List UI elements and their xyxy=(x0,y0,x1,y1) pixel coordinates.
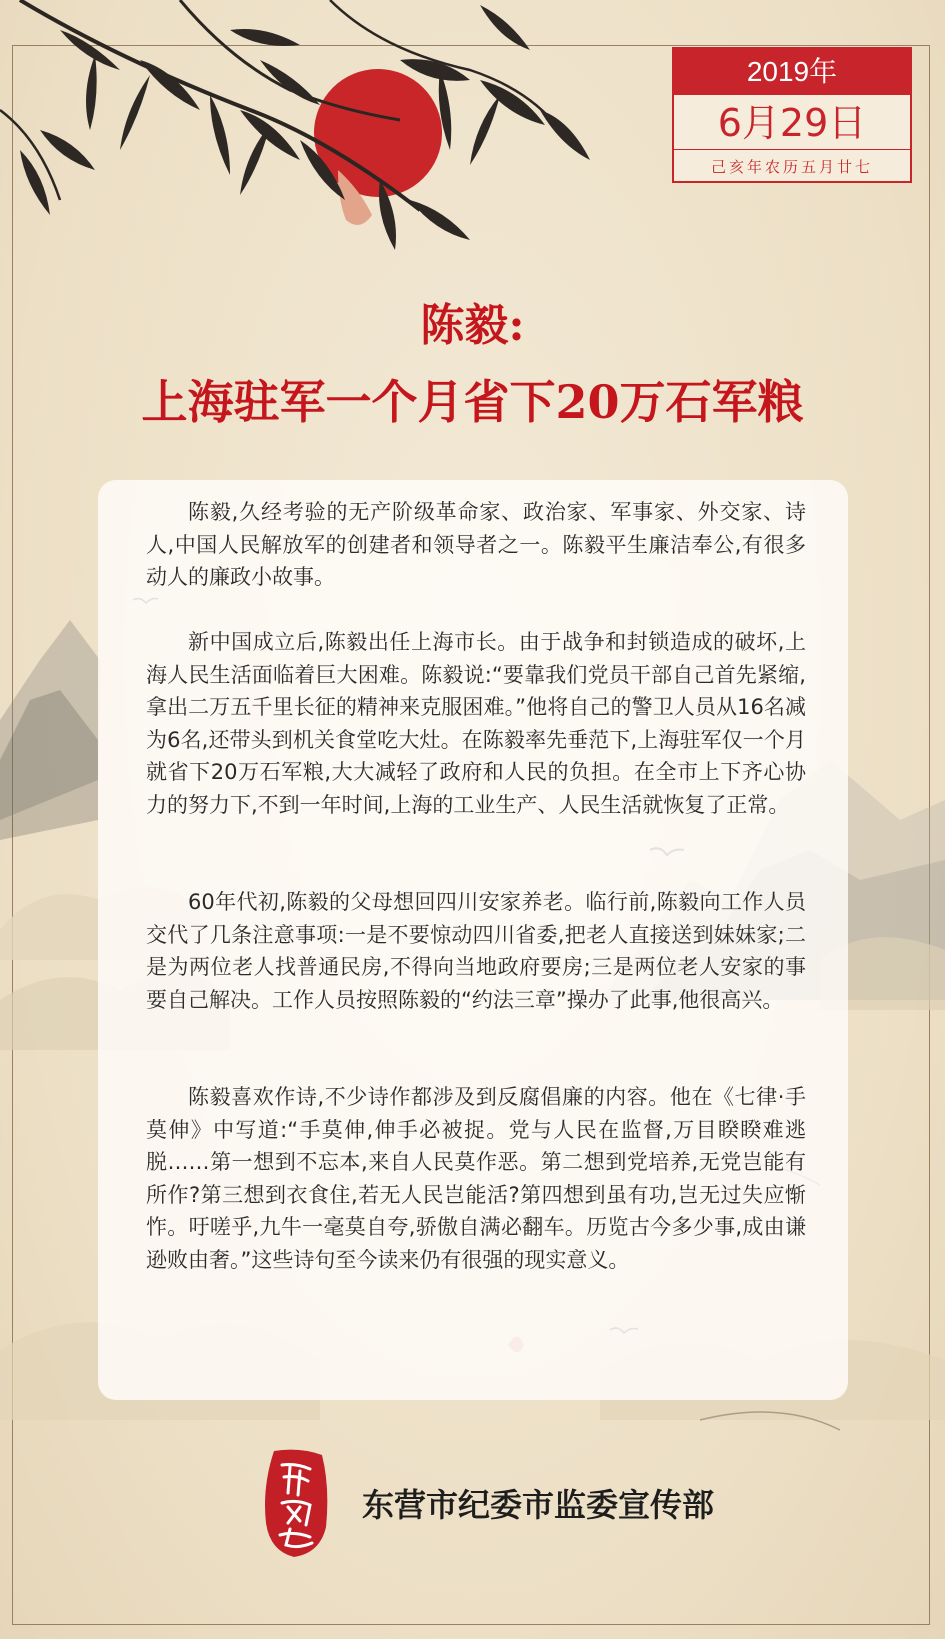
date-month-day: 6月29日 xyxy=(674,97,910,150)
date-lunar: 己亥年农历五月廿七 xyxy=(710,158,873,176)
page-title-line2: 上海驻军一个月省下20万石军粮 xyxy=(141,375,804,429)
paragraph-shanghai: 新中国成立后,陈毅出任上海市长。由于战争和封锁造成的破坏,上海人民生活面临着巨大困难。陈毅说:“要靠我们党员干部自己首先紧缩,拿出二万五千里长征的精神来克服困难。”他将自己的警卫人员从16名减为6名,还带头到机关食堂吃大灶。在陈毅率先垂范下,上海驻军仅一个月就省下20万石军粮,大大减轻了政府和人民的负担。在全市上下齐心协力的努力下,不到一年时间,上海的工业生产、人民生活就恢复了正常。 xyxy=(146,630,806,817)
date-badge xyxy=(672,47,912,183)
paragraph-intro: 陈毅,久经考验的无产阶级革命家、政治家、军事家、外交家、诗人,中国人民解放军的创建者和领导者之一。陈毅平生廉洁奉公,有很多动人的廉政小故事。 xyxy=(146,500,806,590)
date-year: 2019年 xyxy=(674,49,910,95)
page-title-line1: 陈毅: xyxy=(420,300,525,351)
article-card xyxy=(98,480,848,1400)
paragraph-parents: 60年代初,陈毅的父母想回四川安家养老。临行前,陈毅向工作人员交代了几条注意事项:一是不要惊动四川省委,把老人直接送到妹妹家;二是为两位老人找普通民房,不得向当地政府要房;三是两位老人安家的事要自己解决。工作人员按照陈毅的“约法三章”操办了此事,他很高兴。 xyxy=(146,890,806,1012)
seal-stamp-logo xyxy=(260,1447,332,1559)
footer-organization: 东营市纪委市监委宣传部 xyxy=(362,1486,715,1524)
paragraph-poetry: 陈毅喜欢作诗,不少诗作都涉及到反腐倡廉的内容。他在《七律·手莫伸》中写道:“手莫伸,伸手必被捉。党与人民在监督,万目睽睽难逃脱……第一想到不忘本,来自人民莫作恶。第二想到党培养,无党岂能有所作?第三想到衣食住,若无人民岂能活?第四想到虽有功,岂无过失应惭怍。吁嗟乎,九牛一毫莫自夸,骄傲自满必翻车。历览古今多少事,成由谦逊败由奢。”这些诗句至今读来仍有很强的现实意义。 xyxy=(146,1085,806,1272)
